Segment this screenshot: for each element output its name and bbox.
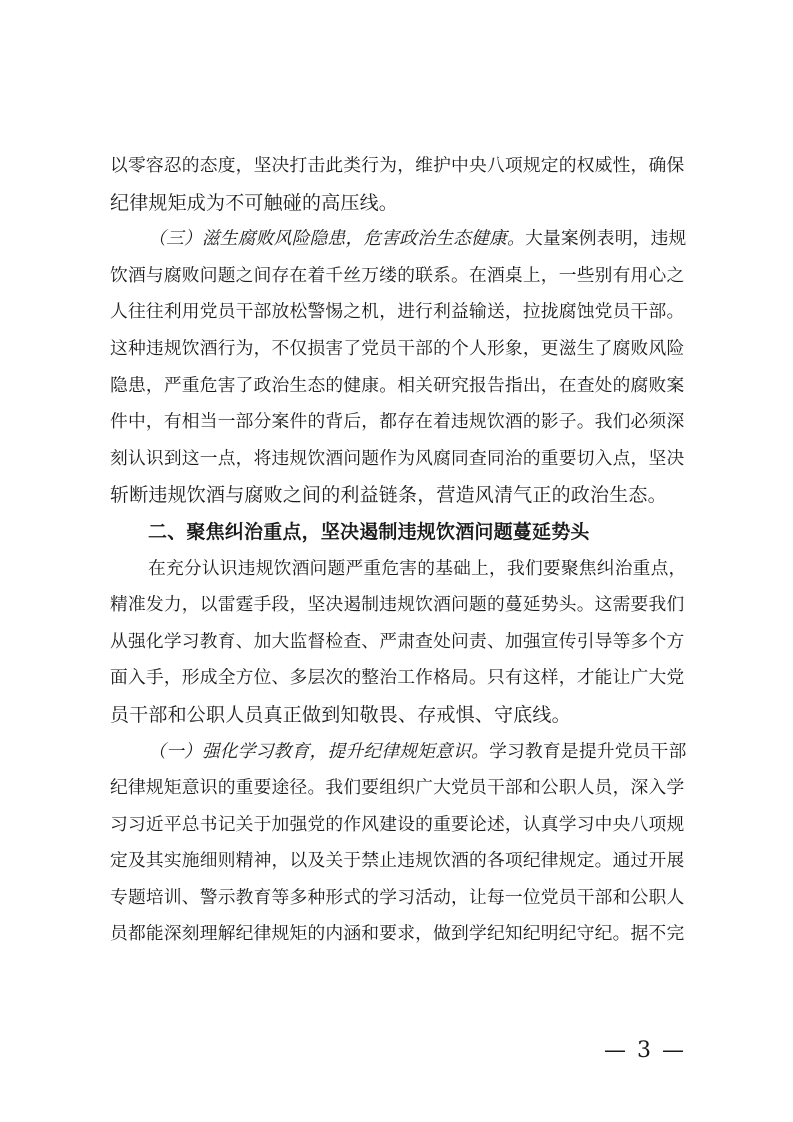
- body-line: 隐患，严重危害了政治生态的健康。相关研究报告指出，在查处的腐败案: [110, 375, 685, 396]
- body-line: 在充分认识违规饮酒问题严重危害的基础上，我们要聚焦纠治重点，: [148, 558, 687, 579]
- subheading-line: [110, 734, 688, 771]
- body-line: 精准发力，以雷霆手段，坚决遏制违规饮酒问题的蔓延势头。这需要我们: [110, 595, 685, 616]
- body-line: 面入手，形成全方位、多层次的整治工作格局。只有这样，才能让广大党: [110, 668, 685, 689]
- body-line: 以零容忍的态度，坚决打击此类行为，维护中央八项规定的权威性，确保: [110, 156, 685, 176]
- subheading-three: （三）滋生腐败风险隐患，危害政治生态健康。: [148, 229, 525, 250]
- body-line: 员干部和公职人员真正做到知敬畏、存戒惧、守底线。: [110, 703, 571, 726]
- subheading-line: [110, 221, 688, 258]
- page-number: — 3 —: [604, 1038, 686, 1063]
- body-line: 习习近平总书记关于加强党的作风建设的重要论述，认真学习中央八项规: [110, 814, 685, 835]
- subheading-one: （一）强化学习教育，提升纪律规矩意识。: [148, 741, 490, 762]
- body-line: 这种违规饮酒行为，不仅损害了党员干部的个人形象，更滋生了腐败风险: [110, 338, 685, 359]
- body-line: 饮酒与腐败问题之间存在着千丝万缕的联系。在酒桌上，一些别有用心之: [110, 265, 685, 286]
- body-line: 从强化学习教育、加大监督检查、严肃查处问责、加强宣传引导等多个方: [110, 631, 685, 652]
- body-line: 件中，有相当一部分案件的背后，都存在着违规饮酒的影子。我们必须深: [110, 412, 685, 433]
- body-line: 纪律规矩成为不可触碰的高压线。: [110, 191, 399, 214]
- body-line: 员都能深刻理解纪律规矩的内涵和要求，做到学纪知纪明纪守纪。据不完: [110, 924, 685, 945]
- document-body: [110, 148, 688, 953]
- body-line: 刻认识到这一点，将违规饮酒问题作为风腐同查同治的重要切入点，坚决: [110, 448, 685, 469]
- body-line: 人往往利用党员干部放松警惕之机，进行利益输送，拉拢腐蚀党员干部。: [110, 302, 685, 323]
- section-heading: 二、聚焦纠治重点，坚决遏制违规饮酒问题蔓延势头: [148, 520, 590, 543]
- body-text: 学习教育是提升党员干部: [489, 741, 687, 762]
- body-line: 斩断违规饮酒与腐败之间的利益链条，营造风清气正的政治生态。: [110, 484, 667, 507]
- body-text: 大量案例表明，违规: [524, 229, 687, 250]
- body-line: 专题培训、警示教育等多种形式的学习活动，让每一位党员干部和公职人: [110, 887, 685, 908]
- body-line: 定及其实施细则精神，以及关于禁止违规饮酒的各项纪律规定。通过开展: [110, 851, 685, 872]
- body-line: 纪律规矩意识的重要途径。我们要组织广大党员干部和公职人员，深入学: [110, 778, 685, 799]
